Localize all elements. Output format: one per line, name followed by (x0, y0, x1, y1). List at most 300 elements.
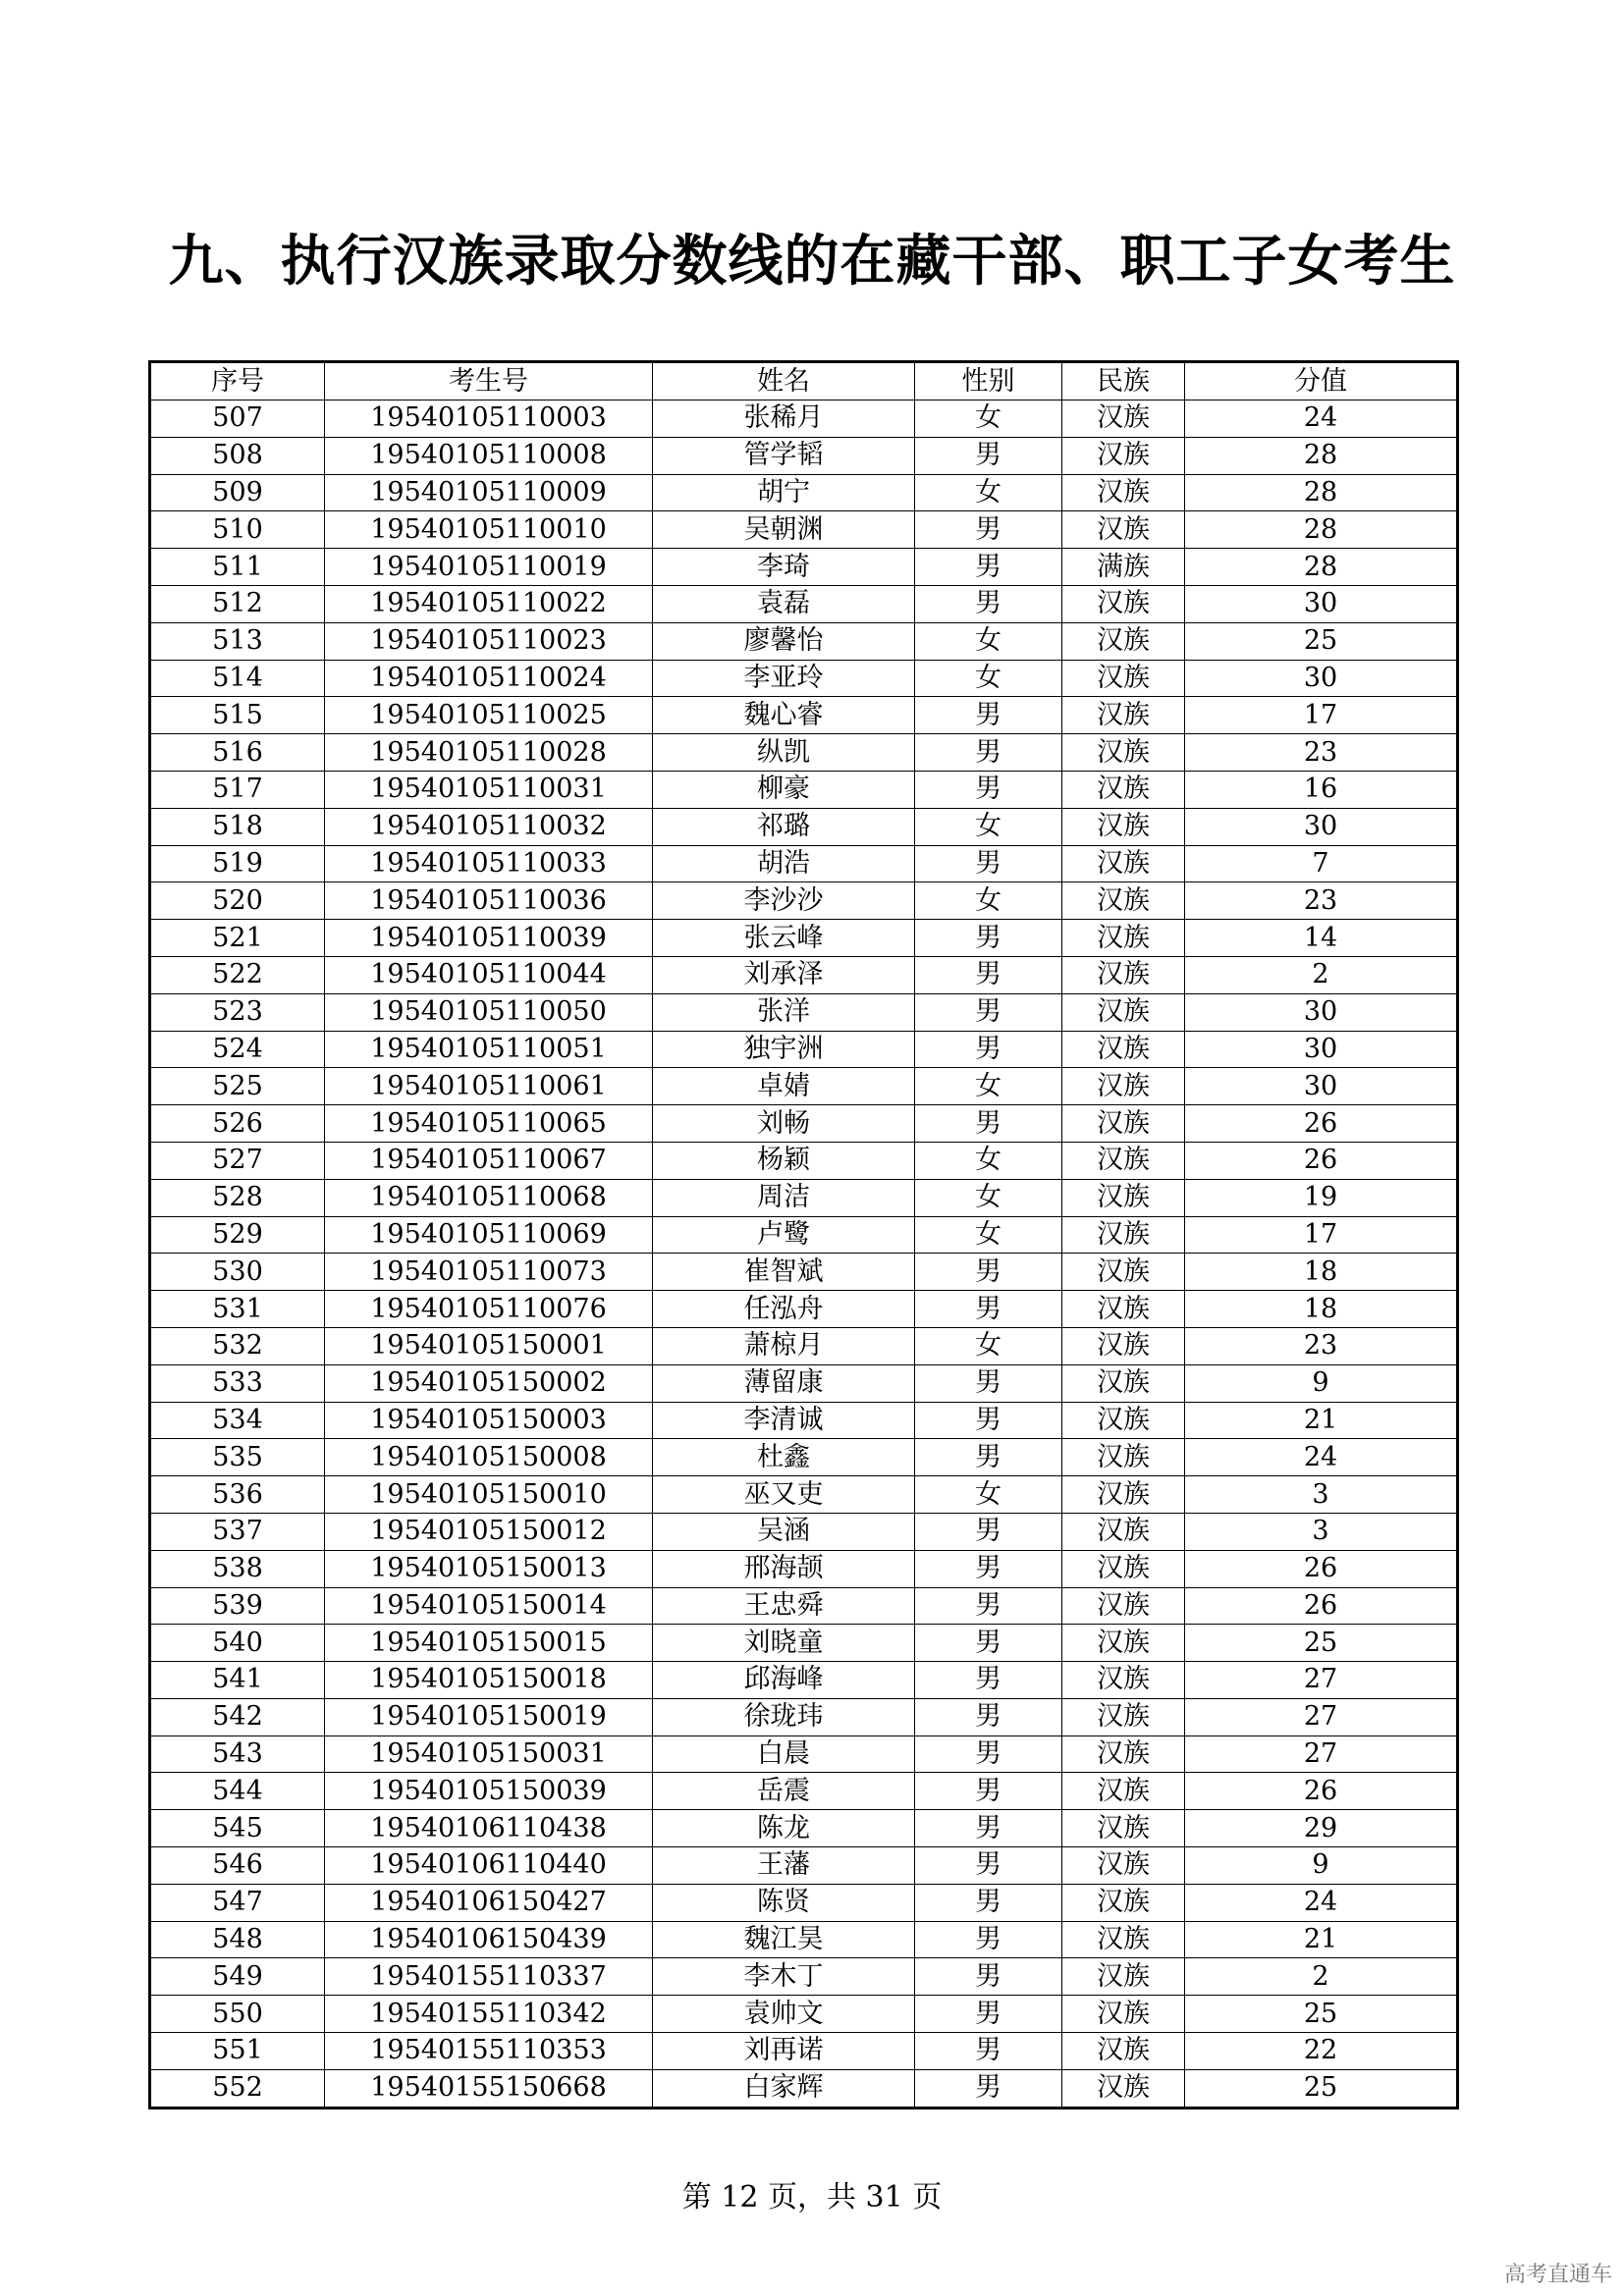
cell-gender: 女 (915, 474, 1062, 511)
cell-ethnicity: 汉族 (1062, 1105, 1185, 1143)
cell-ethnicity: 汉族 (1062, 920, 1185, 957)
table-row (150, 1216, 1458, 1254)
cell-score: 30 (1185, 660, 1458, 697)
cell-ethnicity: 汉族 (1062, 1587, 1185, 1625)
cell-score: 16 (1185, 771, 1458, 808)
cell-ethnicity: 汉族 (1062, 437, 1185, 474)
header-ethnicity: 民族 (1062, 362, 1185, 400)
cell-ethnicity: 汉族 (1062, 1439, 1185, 1476)
cell-serial: 531 (150, 1291, 325, 1328)
cell-score: 3 (1185, 1476, 1458, 1514)
cell-serial: 551 (150, 2033, 325, 2070)
cell-gender: 男 (915, 771, 1062, 808)
cell-ethnicity: 汉族 (1062, 622, 1185, 660)
cell-score: 25 (1185, 622, 1458, 660)
table-row (150, 1513, 1458, 1550)
table-row (150, 474, 1458, 511)
cell-candidate-number: 19540155110342 (325, 1996, 653, 2033)
cell-serial: 530 (150, 1254, 325, 1291)
cell-candidate-number: 19540105150003 (325, 1402, 653, 1439)
cell-gender: 男 (915, 993, 1062, 1031)
cell-candidate-number: 19540105150015 (325, 1625, 653, 1662)
cell-ethnicity: 汉族 (1062, 1773, 1185, 1810)
cell-candidate-number: 19540105150012 (325, 1513, 653, 1550)
score-table (148, 360, 1459, 2109)
cell-name: 邱海峰 (653, 1662, 915, 1699)
cell-serial: 520 (150, 882, 325, 920)
cell-name: 魏心睿 (653, 697, 915, 734)
cell-name: 管学韬 (653, 437, 915, 474)
cell-serial: 532 (150, 1327, 325, 1364)
cell-serial: 517 (150, 771, 325, 808)
cell-gender: 男 (915, 1996, 1062, 2033)
cell-ethnicity: 汉族 (1062, 1364, 1185, 1402)
cell-score: 21 (1185, 1402, 1458, 1439)
cell-gender: 男 (915, 1587, 1062, 1625)
cell-name: 李沙沙 (653, 882, 915, 920)
cell-gender: 男 (915, 734, 1062, 772)
cell-name: 崔智斌 (653, 1254, 915, 1291)
cell-score: 28 (1185, 437, 1458, 474)
cell-candidate-number: 19540105110073 (325, 1254, 653, 1291)
table-row (150, 920, 1458, 957)
cell-name: 张稀月 (653, 400, 915, 438)
table-row (150, 1068, 1458, 1105)
cell-gender: 男 (915, 1513, 1062, 1550)
table-row (150, 1662, 1458, 1699)
cell-ethnicity: 汉族 (1062, 1327, 1185, 1364)
cell-score: 3 (1185, 1513, 1458, 1550)
cell-gender: 男 (915, 1364, 1062, 1402)
cell-gender: 女 (915, 808, 1062, 845)
cell-ethnicity: 汉族 (1062, 1625, 1185, 1662)
cell-name: 周洁 (653, 1179, 915, 1216)
cell-candidate-number: 19540105150008 (325, 1439, 653, 1476)
cell-serial: 546 (150, 1847, 325, 1885)
cell-score: 28 (1185, 474, 1458, 511)
cell-candidate-number: 19540105110023 (325, 622, 653, 660)
table-row (150, 400, 1458, 438)
cell-name: 刘晓童 (653, 1625, 915, 1662)
cell-gender: 女 (915, 400, 1062, 438)
cell-candidate-number: 19540106150427 (325, 1884, 653, 1921)
cell-gender: 男 (915, 1884, 1062, 1921)
cell-gender: 男 (915, 1773, 1062, 1810)
score-table-container (148, 360, 1459, 2109)
cell-name: 杨颖 (653, 1142, 915, 1179)
table-row (150, 1735, 1458, 1773)
cell-serial: 521 (150, 920, 325, 957)
cell-candidate-number: 19540105110039 (325, 920, 653, 957)
cell-gender: 男 (915, 1031, 1062, 1068)
cell-score: 26 (1185, 1773, 1458, 1810)
page-title: 九、执行汉族录取分数线的在藏干部、职工子女考生 (168, 230, 1456, 294)
cell-candidate-number: 19540105110069 (325, 1216, 653, 1254)
cell-ethnicity: 满族 (1062, 549, 1185, 586)
cell-candidate-number: 19540105110067 (325, 1142, 653, 1179)
cell-score: 19 (1185, 1179, 1458, 1216)
table-row (150, 882, 1458, 920)
table-row (150, 1327, 1458, 1364)
table-row (150, 1364, 1458, 1402)
table-row (150, 1698, 1458, 1735)
cell-name: 刘再诺 (653, 2033, 915, 2070)
table-row (150, 1587, 1458, 1625)
cell-name: 独宇洲 (653, 1031, 915, 1068)
table-body (150, 400, 1458, 2109)
cell-gender: 男 (915, 1550, 1062, 1587)
cell-gender: 女 (915, 882, 1062, 920)
table-row (150, 1476, 1458, 1514)
cell-score: 26 (1185, 1587, 1458, 1625)
cell-serial: 516 (150, 734, 325, 772)
cell-ethnicity: 汉族 (1062, 474, 1185, 511)
watermark: 高考直通车 (1503, 2263, 1612, 2287)
table-row (150, 993, 1458, 1031)
cell-serial: 545 (150, 1810, 325, 1847)
cell-serial: 513 (150, 622, 325, 660)
cell-candidate-number: 19540105110050 (325, 993, 653, 1031)
cell-score: 27 (1185, 1735, 1458, 1773)
table-row (150, 771, 1458, 808)
cell-name: 柳豪 (653, 771, 915, 808)
cell-gender: 男 (915, 1662, 1062, 1699)
cell-serial: 541 (150, 1662, 325, 1699)
cell-ethnicity: 汉族 (1062, 1884, 1185, 1921)
cell-gender: 男 (915, 1105, 1062, 1143)
cell-serial: 509 (150, 474, 325, 511)
cell-gender: 女 (915, 1179, 1062, 1216)
cell-gender: 男 (915, 956, 1062, 993)
cell-name: 岳震 (653, 1773, 915, 1810)
cell-candidate-number: 19540105150013 (325, 1550, 653, 1587)
cell-serial: 552 (150, 2069, 325, 2108)
cell-serial: 543 (150, 1735, 325, 1773)
cell-score: 30 (1185, 993, 1458, 1031)
cell-name: 胡宁 (653, 474, 915, 511)
cell-name: 李清诚 (653, 1402, 915, 1439)
cell-serial: 540 (150, 1625, 325, 1662)
cell-candidate-number: 19540105110044 (325, 956, 653, 993)
cell-score: 23 (1185, 882, 1458, 920)
cell-ethnicity: 汉族 (1062, 734, 1185, 772)
header-name: 姓名 (653, 362, 915, 400)
cell-score: 30 (1185, 1068, 1458, 1105)
cell-serial: 547 (150, 1884, 325, 1921)
cell-candidate-number: 19540105110033 (325, 845, 653, 882)
table-row (150, 1625, 1458, 1662)
table-row (150, 956, 1458, 993)
cell-candidate-number: 19540105150031 (325, 1735, 653, 1773)
cell-name: 邢海颉 (653, 1550, 915, 1587)
cell-ethnicity: 汉族 (1062, 400, 1185, 438)
table-row (150, 437, 1458, 474)
cell-gender: 女 (915, 1327, 1062, 1364)
cell-gender: 男 (915, 1291, 1062, 1328)
table-row (150, 511, 1458, 549)
cell-name: 纵凯 (653, 734, 915, 772)
cell-name: 任泓舟 (653, 1291, 915, 1328)
table-row (150, 1142, 1458, 1179)
cell-gender: 男 (915, 511, 1062, 549)
cell-gender: 女 (915, 1216, 1062, 1254)
cell-gender: 男 (915, 2069, 1062, 2108)
cell-name: 杜鑫 (653, 1439, 915, 1476)
cell-ethnicity: 汉族 (1062, 1254, 1185, 1291)
cell-serial: 538 (150, 1550, 325, 1587)
cell-serial: 535 (150, 1439, 325, 1476)
cell-name: 陈贤 (653, 1884, 915, 1921)
cell-ethnicity: 汉族 (1062, 1698, 1185, 1735)
cell-score: 24 (1185, 400, 1458, 438)
cell-name: 徐珑玮 (653, 1698, 915, 1735)
cell-name: 祁璐 (653, 808, 915, 845)
cell-gender: 男 (915, 697, 1062, 734)
cell-name: 陈龙 (653, 1810, 915, 1847)
cell-score: 25 (1185, 2069, 1458, 2108)
cell-score: 24 (1185, 1884, 1458, 1921)
cell-name: 吴涵 (653, 1513, 915, 1550)
cell-score: 25 (1185, 1996, 1458, 2033)
cell-candidate-number: 19540105110065 (325, 1105, 653, 1143)
cell-score: 14 (1185, 920, 1458, 957)
table-row (150, 1958, 1458, 1996)
cell-score: 9 (1185, 1364, 1458, 1402)
cell-score: 17 (1185, 697, 1458, 734)
cell-ethnicity: 汉族 (1062, 1958, 1185, 1996)
cell-serial: 515 (150, 697, 325, 734)
table-row (150, 1031, 1458, 1068)
cell-serial: 534 (150, 1402, 325, 1439)
table-row (150, 697, 1458, 734)
cell-serial: 512 (150, 585, 325, 622)
cell-candidate-number: 19540105110024 (325, 660, 653, 697)
cell-serial: 529 (150, 1216, 325, 1254)
header-serial: 序号 (150, 362, 325, 400)
cell-candidate-number: 19540105110051 (325, 1031, 653, 1068)
cell-gender: 男 (915, 1698, 1062, 1735)
cell-gender: 男 (915, 1921, 1062, 1958)
table-row (150, 1773, 1458, 1810)
table-row (150, 549, 1458, 586)
cell-ethnicity: 汉族 (1062, 771, 1185, 808)
cell-score: 9 (1185, 1847, 1458, 1885)
cell-candidate-number: 19540105150039 (325, 1773, 653, 1810)
cell-ethnicity: 汉族 (1062, 1847, 1185, 1885)
cell-score: 25 (1185, 1625, 1458, 1662)
cell-serial: 508 (150, 437, 325, 474)
table-row (150, 660, 1458, 697)
cell-ethnicity: 汉族 (1062, 1142, 1185, 1179)
cell-score: 29 (1185, 1810, 1458, 1847)
cell-serial: 527 (150, 1142, 325, 1179)
cell-candidate-number: 19540105110028 (325, 734, 653, 772)
cell-serial: 518 (150, 808, 325, 845)
table-row (150, 1105, 1458, 1143)
cell-score: 18 (1185, 1254, 1458, 1291)
cell-candidate-number: 19540106110438 (325, 1810, 653, 1847)
cell-gender: 男 (915, 549, 1062, 586)
cell-name: 张云峰 (653, 920, 915, 957)
cell-gender: 男 (915, 2033, 1062, 2070)
cell-serial: 510 (150, 511, 325, 549)
cell-score: 21 (1185, 1921, 1458, 1958)
header-score: 分值 (1185, 362, 1458, 400)
cell-serial: 511 (150, 549, 325, 586)
cell-serial: 548 (150, 1921, 325, 1958)
table-row (150, 1550, 1458, 1587)
cell-ethnicity: 汉族 (1062, 697, 1185, 734)
cell-serial: 550 (150, 1996, 325, 2033)
cell-ethnicity: 汉族 (1062, 1179, 1185, 1216)
cell-ethnicity: 汉族 (1062, 1996, 1185, 2033)
cell-ethnicity: 汉族 (1062, 1735, 1185, 1773)
cell-ethnicity: 汉族 (1062, 1810, 1185, 1847)
cell-serial: 514 (150, 660, 325, 697)
cell-candidate-number: 19540105110010 (325, 511, 653, 549)
cell-score: 26 (1185, 1105, 1458, 1143)
cell-gender: 女 (915, 622, 1062, 660)
cell-serial: 537 (150, 1513, 325, 1550)
cell-ethnicity: 汉族 (1062, 1031, 1185, 1068)
cell-candidate-number: 19540105150010 (325, 1476, 653, 1514)
table-row (150, 1291, 1458, 1328)
cell-score: 17 (1185, 1216, 1458, 1254)
cell-name: 廖馨怡 (653, 622, 915, 660)
cell-serial: 523 (150, 993, 325, 1031)
cell-ethnicity: 汉族 (1062, 1550, 1185, 1587)
cell-score: 27 (1185, 1698, 1458, 1735)
header-gender: 性别 (915, 362, 1062, 400)
cell-gender: 男 (915, 1810, 1062, 1847)
cell-candidate-number: 19540105110061 (325, 1068, 653, 1105)
cell-candidate-number: 19540105110008 (325, 437, 653, 474)
cell-name: 刘畅 (653, 1105, 915, 1143)
header-candidate-number: 考生号 (325, 362, 653, 400)
cell-serial: 539 (150, 1587, 325, 1625)
cell-ethnicity: 汉族 (1062, 660, 1185, 697)
cell-ethnicity: 汉族 (1062, 1476, 1185, 1514)
cell-candidate-number: 19540105150018 (325, 1662, 653, 1699)
cell-score: 23 (1185, 1327, 1458, 1364)
cell-serial: 525 (150, 1068, 325, 1105)
cell-gender: 男 (915, 845, 1062, 882)
cell-name: 薄留康 (653, 1364, 915, 1402)
cell-candidate-number: 19540105110031 (325, 771, 653, 808)
cell-ethnicity: 汉族 (1062, 2033, 1185, 2070)
cell-ethnicity: 汉族 (1062, 1402, 1185, 1439)
table-row (150, 585, 1458, 622)
cell-name: 卓婧 (653, 1068, 915, 1105)
cell-serial: 528 (150, 1179, 325, 1216)
cell-name: 胡浩 (653, 845, 915, 882)
cell-score: 30 (1185, 808, 1458, 845)
cell-candidate-number: 19540105150002 (325, 1364, 653, 1402)
cell-gender: 男 (915, 1625, 1062, 1662)
table-row (150, 1179, 1458, 1216)
cell-candidate-number: 19540105150014 (325, 1587, 653, 1625)
cell-score: 7 (1185, 845, 1458, 882)
cell-name: 李亚玲 (653, 660, 915, 697)
cell-score: 18 (1185, 1291, 1458, 1328)
cell-gender: 男 (915, 585, 1062, 622)
cell-gender: 男 (915, 1847, 1062, 1885)
cell-ethnicity: 汉族 (1062, 585, 1185, 622)
cell-candidate-number: 19540105110009 (325, 474, 653, 511)
cell-score: 2 (1185, 1958, 1458, 1996)
cell-name: 刘承泽 (653, 956, 915, 993)
cell-candidate-number: 19540105110076 (325, 1291, 653, 1328)
cell-serial: 533 (150, 1364, 325, 1402)
cell-candidate-number: 19540105110003 (325, 400, 653, 438)
cell-name: 袁磊 (653, 585, 915, 622)
table-row (150, 1921, 1458, 1958)
cell-candidate-number: 19540106150439 (325, 1921, 653, 1958)
cell-gender: 女 (915, 1476, 1062, 1514)
cell-score: 22 (1185, 2033, 1458, 2070)
cell-name: 李琦 (653, 549, 915, 586)
table-row (150, 1884, 1458, 1921)
cell-name: 吴朝渊 (653, 511, 915, 549)
table-row (150, 622, 1458, 660)
cell-serial: 526 (150, 1105, 325, 1143)
cell-serial: 544 (150, 1773, 325, 1810)
cell-name: 白晨 (653, 1735, 915, 1773)
table-row (150, 1810, 1458, 1847)
cell-candidate-number: 19540155110353 (325, 2033, 653, 2070)
cell-score: 2 (1185, 956, 1458, 993)
cell-name: 张洋 (653, 993, 915, 1031)
table-row (150, 2033, 1458, 2070)
cell-serial: 542 (150, 1698, 325, 1735)
cell-score: 27 (1185, 1662, 1458, 1699)
cell-ethnicity: 汉族 (1062, 1513, 1185, 1550)
cell-candidate-number: 19540105110019 (325, 549, 653, 586)
cell-candidate-number: 19540105110022 (325, 585, 653, 622)
cell-gender: 男 (915, 1735, 1062, 1773)
cell-serial: 519 (150, 845, 325, 882)
cell-score: 28 (1185, 549, 1458, 586)
cell-candidate-number: 19540105150001 (325, 1327, 653, 1364)
page-footer: 第 12 页，共 31 页 (681, 2180, 943, 2215)
cell-ethnicity: 汉族 (1062, 1068, 1185, 1105)
cell-score: 26 (1185, 1142, 1458, 1179)
cell-name: 巫又吏 (653, 1476, 915, 1514)
table-row (150, 2069, 1458, 2108)
cell-candidate-number: 19540105110025 (325, 697, 653, 734)
cell-serial: 524 (150, 1031, 325, 1068)
cell-candidate-number: 19540105110036 (325, 882, 653, 920)
cell-name: 王藩 (653, 1847, 915, 1885)
cell-score: 23 (1185, 734, 1458, 772)
cell-serial: 549 (150, 1958, 325, 1996)
table-row (150, 808, 1458, 845)
cell-ethnicity: 汉族 (1062, 845, 1185, 882)
table-row (150, 1402, 1458, 1439)
cell-name: 王忠舜 (653, 1587, 915, 1625)
cell-gender: 女 (915, 1068, 1062, 1105)
cell-gender: 男 (915, 1439, 1062, 1476)
cell-ethnicity: 汉族 (1062, 1216, 1185, 1254)
cell-name: 李木丁 (653, 1958, 915, 1996)
cell-name: 白家辉 (653, 2069, 915, 2108)
cell-candidate-number: 19540106110440 (325, 1847, 653, 1885)
cell-ethnicity: 汉族 (1062, 882, 1185, 920)
table-row (150, 1439, 1458, 1476)
cell-serial: 507 (150, 400, 325, 438)
cell-ethnicity: 汉族 (1062, 1921, 1185, 1958)
cell-candidate-number: 19540105150019 (325, 1698, 653, 1735)
